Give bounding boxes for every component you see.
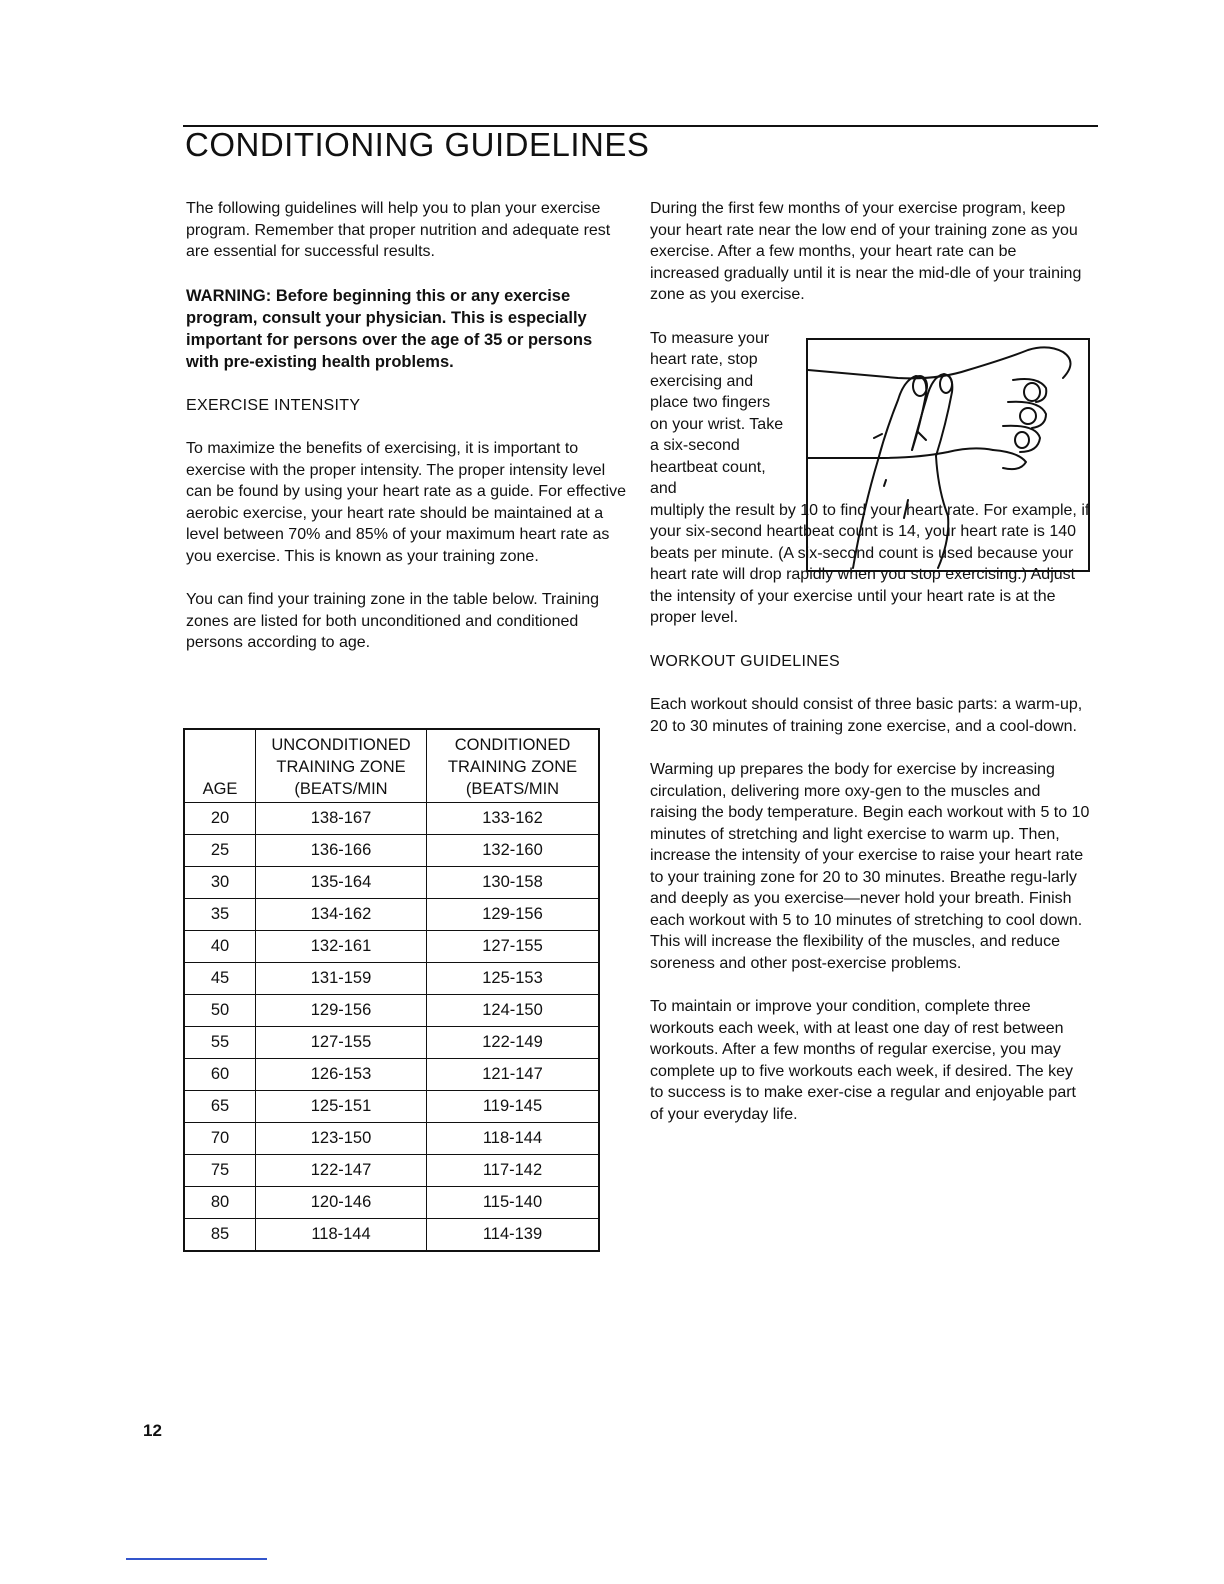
conditioned-cell: 127-155 (427, 931, 600, 963)
wrist-pulse-illustration (806, 338, 1090, 572)
conditioned-cell: 118-144 (427, 1123, 600, 1155)
wrist-pulse-icon (808, 340, 1088, 570)
warming-up-paragraph: Warming up prepares the body for exercise by increasing circulation, delivering more oxy-gen to the muscles and raising the body temperature. Begin each workout with 5 to 10 minutes of stretching and light exercise to warm up. Then, increase the intensity of your exercise to raise your heart rate to your training zone for 20 to 30 minutes. Breathe regu-larly and deeply as you exercise—never hold your breath. Finish each workout with 5 to 10 minutes of stretching to cool down. This will increase the flexibility of the muscles, and reduce soreness and other post-exercise problems. (650, 761, 1090, 972)
unconditioned-cell: 125-151 (256, 1091, 427, 1123)
table-row (184, 1219, 599, 1252)
table-row (184, 899, 599, 931)
conditioned-cell: 122-149 (427, 1027, 600, 1059)
conditioned-cell: 130-158 (427, 867, 600, 899)
left-column (186, 198, 626, 676)
table-body (184, 803, 599, 1252)
conditioned-cell: 121-147 (427, 1059, 600, 1091)
unconditioned-cell: 134-162 (256, 899, 427, 931)
table-row (184, 1027, 599, 1059)
conditioned-cell: 129-156 (427, 899, 600, 931)
zone-paragraph: You can find your training zone in the table below. Training zones are listed for both unconditioned and conditioned persons according to age. (186, 591, 600, 651)
maintain-paragraph: To maintain or improve your condition, complete three workouts each week, with at least one day of rest between workouts. After a few months of regular exercise, you may complete up to five workouts each week, if desired. The key to success is to make exer-cise a regular and enjoyable part of your everyday life. (650, 998, 1076, 1123)
age-cell: 40 (184, 931, 256, 963)
age-cell: 60 (184, 1059, 256, 1091)
page-title: CONDITIONING GUIDELINES (185, 126, 650, 163)
table-row (184, 1123, 599, 1155)
conditioned-cell: 133-162 (427, 803, 600, 835)
age-cell: 25 (184, 835, 256, 867)
first-months-paragraph: During the first few months of your exercise program, keep your heart rate near the low end of your training zone as you exercise. After a few months, your heart rate can be increased gradually until it is near the mid-dle of your training zone as you exercise. (650, 200, 1082, 303)
intensity-paragraph: To maximize the benefits of exercising, it is important to exercise with the proper intensity. The proper intensity level can be found by using your heart rate as a guide. For effective aerobic exercise, your heart rate should be maintained at a level between 70% and 85% of your maximum heart rate as you exercise. This is known as your training zone. (186, 440, 626, 565)
age-cell: 20 (184, 803, 256, 835)
table-row (184, 803, 599, 835)
table-row (184, 995, 599, 1027)
measure-paragraph: To measure your heart rate, stop exercising and place two fingers on your wrist. Take a six-second heartbeat count, and (650, 329, 784, 497)
conditioned-header (427, 729, 600, 803)
unconditioned-header (256, 729, 427, 803)
unconditioned-cell: 135-164 (256, 867, 427, 899)
conditioned-cell: 125-153 (427, 963, 600, 995)
conditioned-header-label: CONDITIONED TRAINING ZONE (BEATS/MIN (447, 736, 578, 798)
age-header: AGE (184, 729, 256, 803)
table-row (184, 867, 599, 899)
table-row (184, 1091, 599, 1123)
age-cell: 50 (184, 995, 256, 1027)
conditioned-cell: 114-139 (427, 1219, 600, 1252)
age-cell: 70 (184, 1123, 256, 1155)
training-zone-table (183, 728, 600, 1252)
conditioned-cell: 132-160 (427, 835, 600, 867)
table-header-row (184, 729, 599, 803)
workout-parts-paragraph: Each workout should consist of three basic parts: a warm-up, 20 to 30 minutes of training zone exercise, and a cool-down. (650, 696, 1083, 735)
unconditioned-cell: 136-166 (256, 835, 427, 867)
workout-guidelines-heading: WORKOUT GUIDELINES (650, 652, 841, 670)
unconditioned-cell: 132-161 (256, 931, 427, 963)
unconditioned-cell: 120-146 (256, 1187, 427, 1219)
warning-paragraph: WARNING: Before beginning this or any exercise program, consult your physician. This is especially important for persons over the age of 35 or persons with pre-existing health problems. (186, 286, 593, 371)
table-row (184, 1155, 599, 1187)
unconditioned-cell: 118-144 (256, 1219, 427, 1252)
age-cell: 35 (184, 899, 256, 931)
unconditioned-cell: 122-147 (256, 1155, 427, 1187)
unconditioned-cell: 129-156 (256, 995, 427, 1027)
age-cell: 65 (184, 1091, 256, 1123)
scan-edge-line (126, 1558, 267, 1560)
intro-paragraph: The following guidelines will help you to plan your exercise program. Remember that proper nutrition and adequate rest are essential for successful results. (186, 200, 611, 260)
table-row (184, 835, 599, 867)
table-row (184, 1059, 599, 1091)
age-cell: 75 (184, 1155, 256, 1187)
table-row (184, 1187, 599, 1219)
age-cell: 45 (184, 963, 256, 995)
conditioned-cell: 119-145 (427, 1091, 600, 1123)
unconditioned-cell: 131-159 (256, 963, 427, 995)
table-row (184, 963, 599, 995)
unconditioned-cell: 123-150 (256, 1123, 427, 1155)
measure-continued-paragraph: multiply the result by 10 to find your heart rate. For example, if your six-second heartbeat count is 14, your heart rate is 140 beats per minute. (A six-second count is used because your heart rate will drop rapidly when you stop exercising.) Adjust the intensity of your exercise until your heart rate is at the proper level. (650, 501, 1090, 626)
age-cell: 30 (184, 867, 256, 899)
conditioned-cell: 117-142 (427, 1155, 600, 1187)
unconditioned-cell: 126-153 (256, 1059, 427, 1091)
age-cell: 80 (184, 1187, 256, 1219)
age-cell: 85 (184, 1219, 256, 1252)
unconditioned-cell: 138-167 (256, 803, 427, 835)
age-cell: 55 (184, 1027, 256, 1059)
unconditioned-header-label: UNCONDITIONED TRAINING ZONE (BEATS/MIN (271, 736, 411, 798)
conditioned-cell: 115-140 (427, 1187, 600, 1219)
exercise-intensity-heading: EXERCISE INTENSITY (186, 396, 361, 414)
unconditioned-cell: 127-155 (256, 1027, 427, 1059)
page-number: 12 (143, 1421, 162, 1440)
conditioned-cell: 124-150 (427, 995, 600, 1027)
table-row (184, 931, 599, 963)
